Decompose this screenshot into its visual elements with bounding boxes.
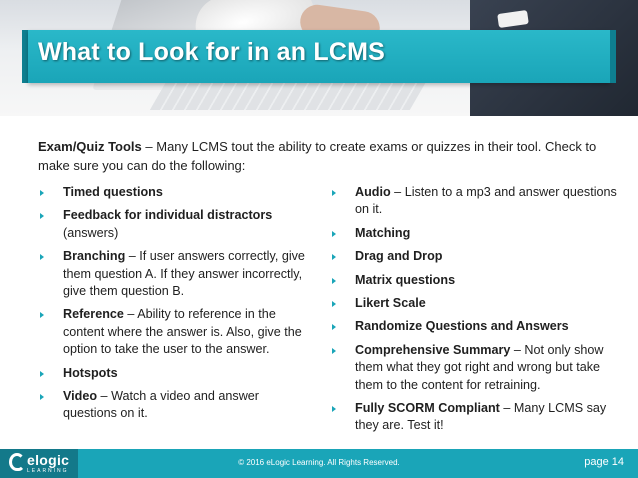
bullet-triangle-icon	[40, 213, 44, 219]
list-item	[330, 272, 620, 289]
list-item-term: Audio	[355, 185, 391, 199]
list-item-term: Drag and Drop	[355, 249, 443, 264]
page-number: page 14	[584, 456, 624, 468]
bullet-triangle-icon	[332, 324, 336, 330]
list-item-term: Reference	[63, 307, 124, 322]
bullet-triangle-icon	[40, 254, 44, 260]
right-feature-list	[330, 184, 620, 441]
list-item-description: – Watch a video and answer questions on it.	[63, 389, 260, 421]
bullet-triangle-icon	[332, 190, 336, 196]
list-item-term: Matching	[355, 225, 411, 240]
bullet-triangle-icon	[332, 254, 336, 260]
bullet-triangle-icon	[332, 406, 336, 412]
bullet-triangle-icon	[332, 301, 336, 307]
list-item-term: Video	[63, 389, 98, 404]
list-item	[330, 342, 620, 394]
bullet-triangle-icon	[332, 278, 336, 284]
list-item-term: Fully SCORM Compliant	[355, 401, 500, 416]
list-item-description: – Many LCMS say they are. Test it!	[355, 401, 607, 433]
list-item-term: Likert Scale	[355, 296, 426, 311]
bullet-triangle-icon	[332, 231, 336, 237]
list-item-term: Hotspots	[63, 365, 118, 380]
bullet-triangle-icon	[40, 312, 44, 318]
list-item	[38, 365, 308, 382]
list-item-term: Feedback for individual distractors	[63, 208, 273, 223]
list-item-description: (answers)	[63, 225, 119, 240]
list-item-description: – Not only show them what they got right and wrong but take them to the content for retraining.	[355, 342, 604, 392]
intro-text: – Many LCMS tout the ability to create exams or quizzes in their tool. Check to make sure you can do the following:	[38, 139, 597, 173]
list-item-term: Branching	[63, 249, 126, 264]
list-item-term: Randomize Questions and Answers	[355, 319, 569, 334]
list-item	[330, 295, 620, 312]
title-accent-right	[610, 30, 616, 83]
bullet-triangle-icon	[40, 190, 44, 196]
list-item	[38, 207, 308, 242]
list-item	[38, 306, 308, 358]
intro-term: Exam/Quiz Tools	[38, 139, 142, 154]
list-item	[38, 388, 308, 423]
list-item	[330, 248, 620, 265]
list-item-description: – Ability to reference in the content where the answer is. Also, give the option to take the user to the answer.	[63, 307, 302, 357]
list-item-term: Matrix questions	[355, 272, 456, 287]
list-item-description: – Listen to a mp3 and answer questions on it.	[355, 185, 617, 217]
page-title: What to Look for in an LCMS	[38, 38, 386, 66]
bullet-triangle-icon	[40, 394, 44, 400]
intro-paragraph	[38, 137, 608, 175]
left-feature-list	[38, 184, 308, 429]
list-item-term: Comprehensive Summary	[355, 342, 511, 357]
copyright-text: © 2016 eLogic Learning. All Rights Reserved.	[238, 458, 400, 467]
list-item	[330, 318, 620, 335]
bullet-triangle-icon	[40, 371, 44, 377]
list-item-term: Timed questions	[63, 185, 163, 199]
bullet-triangle-icon	[332, 348, 336, 354]
logo-subtitle: LEARNING	[27, 468, 69, 474]
list-item-description: – If user answers correctly, give them question A. If they answer incorrectly, give them question B.	[63, 249, 305, 299]
list-item	[38, 248, 308, 300]
logo-wordmark: elogic	[27, 452, 70, 468]
list-item	[330, 184, 620, 219]
list-item	[38, 184, 308, 201]
list-item	[330, 225, 620, 242]
list-item	[330, 400, 620, 435]
